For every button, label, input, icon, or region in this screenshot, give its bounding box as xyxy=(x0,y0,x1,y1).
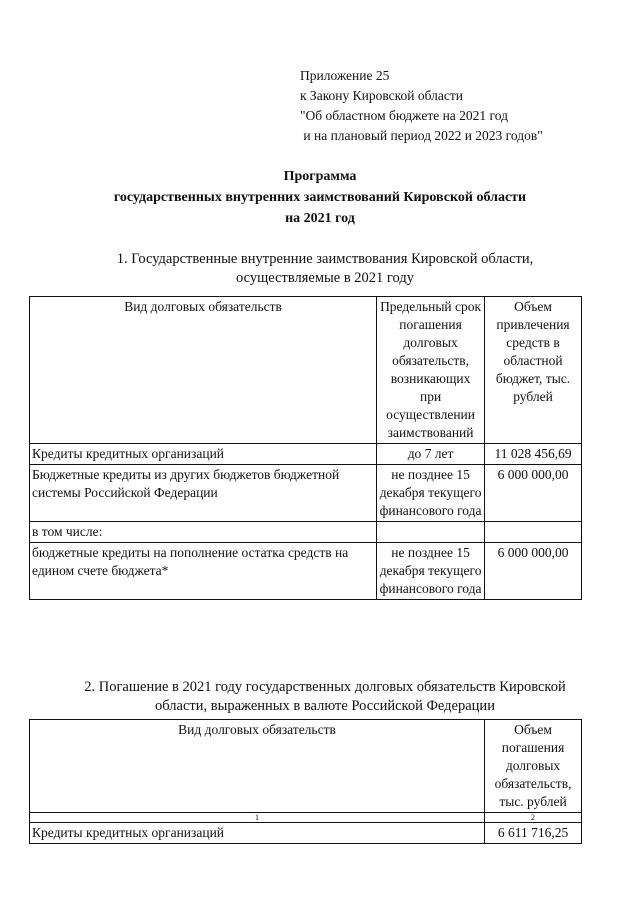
section-1-heading-line-1: 1. Государственные внутренние заимствования Кировской области, xyxy=(116,251,534,267)
row-amount: 6 611 716,25 xyxy=(485,823,582,844)
row-term xyxy=(377,522,485,543)
table-row xyxy=(30,465,582,522)
table-header-row xyxy=(30,297,582,444)
row-amount xyxy=(485,522,582,543)
title-line-3: на 2021 год xyxy=(285,211,355,226)
column-number-1: 1 xyxy=(30,813,485,823)
row-name: в том числе: xyxy=(30,522,377,543)
header-repayment-term: Предельный срок погашения долговых обязательств, возникающих при осуществлении заимствований xyxy=(377,297,485,444)
row-amount: 11 028 456,69 xyxy=(485,444,582,465)
document-title xyxy=(0,166,640,229)
row-term: до 7 лет xyxy=(377,444,485,465)
repayment-table xyxy=(29,719,582,844)
annex-line-1: Приложение 25 xyxy=(300,68,390,83)
section-2-heading-line-1: 2. Погашение в 2021 году государственных долговых обязательств Кировской xyxy=(84,679,566,695)
row-name: Бюджетные кредиты из других бюджетов бюджетной системы Российской Федерации xyxy=(30,465,377,522)
header-borrowing-amount: Объем привлечения средств в областной бюджет, тыс. рублей xyxy=(485,297,582,444)
section-1-heading-line-2: осуществляемые в 2021 году xyxy=(236,270,414,286)
table-row xyxy=(30,543,582,600)
annex-header xyxy=(300,66,543,146)
annex-line-4: и на плановый период 2022 и 2023 годов" xyxy=(300,128,543,143)
header-debt-type: Вид долговых обязательств xyxy=(30,720,485,813)
row-name: Кредиты кредитных организаций xyxy=(30,444,377,465)
title-line-1: Программа xyxy=(283,169,357,184)
annex-line-2: к Закону Кировской области xyxy=(300,88,464,103)
borrowings-table xyxy=(29,296,582,600)
row-term: не позднее 15 декабря текущего финансового года xyxy=(377,465,485,522)
row-name: Кредиты кредитных организаций xyxy=(30,823,485,844)
row-amount: 6 000 000,00 xyxy=(485,543,582,600)
column-numbering-row xyxy=(30,813,582,823)
title-line-2: государственных внутренних заимствований Кировской области xyxy=(113,190,527,205)
table-row xyxy=(30,522,582,543)
section-2-heading xyxy=(40,678,610,716)
header-repayment-amount: Объем погашения долговых обязательств, тыс. рублей xyxy=(485,720,582,813)
header-debt-type: Вид долговых обязательств xyxy=(30,297,377,444)
row-amount: 6 000 000,00 xyxy=(485,465,582,522)
annex-line-3: "Об областном бюджете на 2021 год xyxy=(300,108,508,123)
table-row xyxy=(30,444,582,465)
row-name: бюджетные кредиты на пополнение остатка средств на едином счете бюджета* xyxy=(30,543,377,600)
table-row xyxy=(30,823,582,844)
table-header-row xyxy=(30,720,582,813)
section-1-heading xyxy=(40,250,610,288)
column-number-2: 2 xyxy=(485,813,582,823)
section-2-heading-line-2: области, выраженных в валюте Российской Федерации xyxy=(155,698,495,714)
row-term: не позднее 15 декабря текущего финансового года xyxy=(377,543,485,600)
